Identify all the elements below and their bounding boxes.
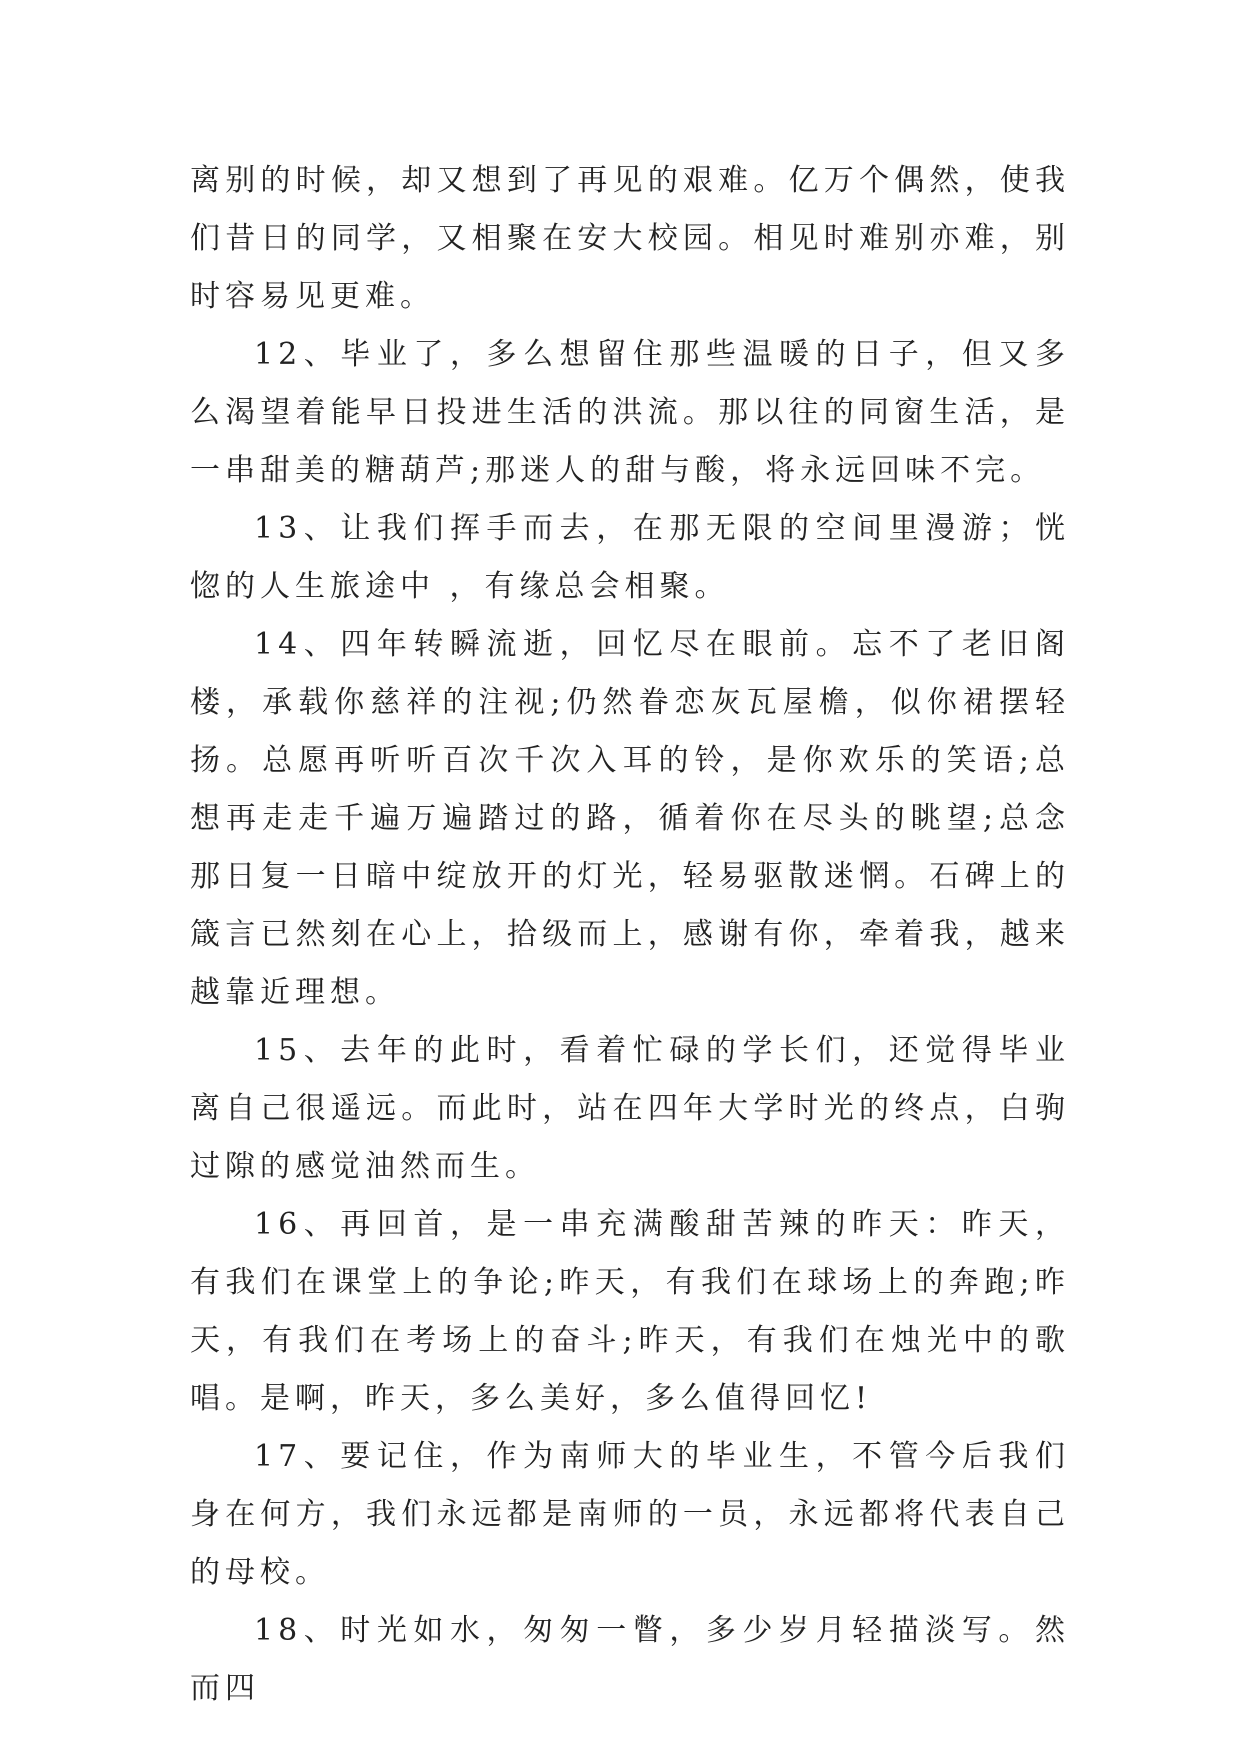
paragraph-item-12: 12、毕业了，多么想留住那些温暖的日子，但又多么渴望着能早日投进生活的洪流。那以往的同窗生活，是一串甜美的糖葫芦;那迷人的甜与酸，将永远回味不完。	[190, 337, 1070, 488]
paragraph-continuation: 离别的时候，却又想到了再见的艰难。亿万个偶然，使我们昔日的同学，又相聚在安大校园。相见时难别亦难，别时容易见更难。	[190, 163, 1070, 314]
paragraph-item-15: 15、去年的此时，看着忙碌的学长们，还觉得毕业离自己很遥远。而此时，站在四年大学时光的终点，白驹过隙的感觉油然而生。	[190, 1033, 1070, 1184]
paragraph-item-14: 14、四年转瞬流逝，回忆尽在眼前。忘不了老旧阁楼，承载你慈祥的注视;仍然眷恋灰瓦屋檐，似你裙摆轻扬。总愿再听听百次千次入耳的铃，是你欢乐的笑语;总想再走走千遍万遍踏过的路，循着你在尽头的眺望;总念那日复一日暗中绽放开的灯光，轻易驱散迷惘。石碑上的箴言已然刻在心上，拾级而上，感谢有你，牵着我，越来越靠近理想。	[190, 627, 1070, 1010]
document-page	[190, 152, 1070, 1718]
paragraph-item-13: 13、让我们挥手而去，在那无限的空间里漫游；恍惚的人生旅途中 ，有缘总会相聚。	[190, 511, 1070, 604]
paragraph-item-17: 17、要记住，作为南师大的毕业生，不管今后我们身在何方，我们永远都是南师的一员，永远都将代表自己的母校。	[190, 1439, 1070, 1590]
paragraph-item-18: 18、时光如水，匆匆一瞥，多少岁月轻描淡写。然而四	[190, 1613, 1070, 1706]
paragraph-item-16: 16、再回首，是一串充满酸甜苦辣的昨天：昨天，有我们在课堂上的争论;昨天，有我们在球场上的奔跑;昨天，有我们在考场上的奋斗;昨天，有我们在烛光中的歌唱。是啊，昨天，多么美好，多么值得回忆!	[190, 1207, 1070, 1416]
